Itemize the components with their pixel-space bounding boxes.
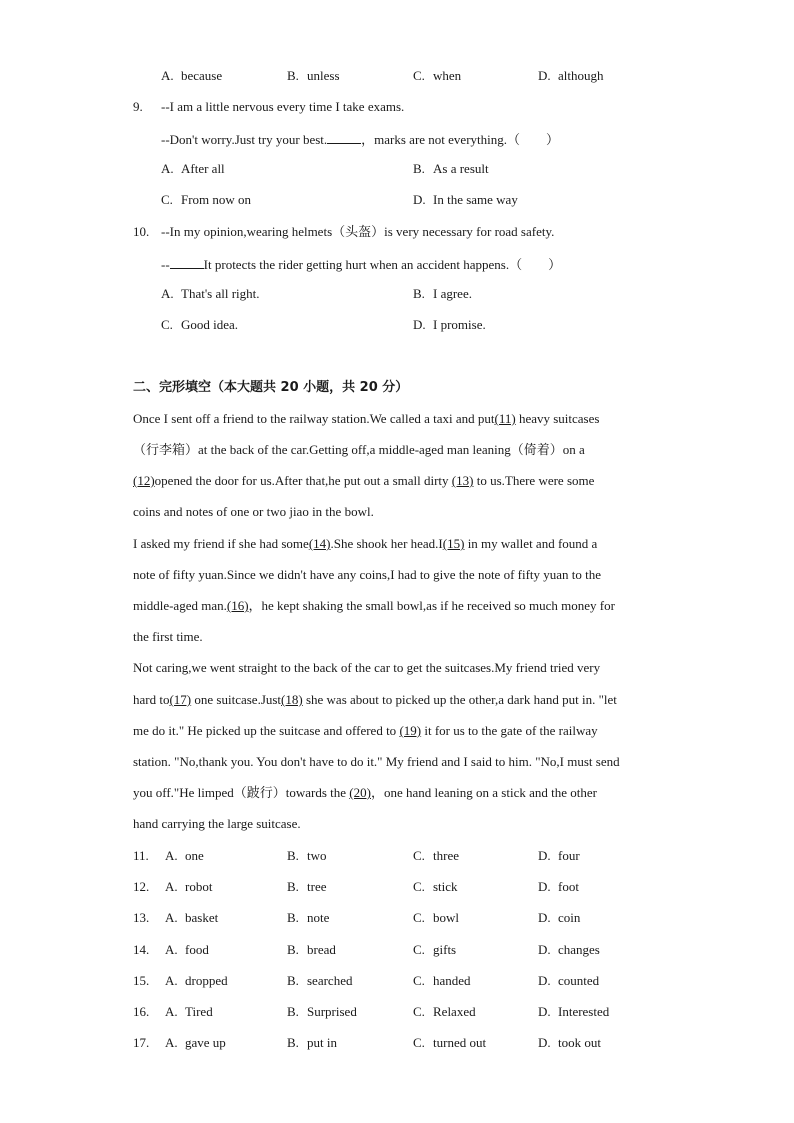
blank-15[interactable]: (15) [442,536,465,551]
question-option-b[interactable]: B. bread [287,942,336,957]
question-option-a[interactable]: A. robot [165,879,213,894]
q8-option-d[interactable]: D. although [538,68,604,83]
question-option-c[interactable]: C. turned out [413,1035,487,1050]
question-option-c[interactable]: C. bowl [413,910,459,925]
q8-option-a[interactable]: A. because [161,68,223,83]
question-option-d[interactable]: D. Interested [538,1004,610,1019]
question-option-d[interactable]: D. took out [538,1035,601,1050]
question-option-d[interactable]: D. four [538,848,580,863]
question-option-a[interactable]: A. one [165,848,204,863]
q9-option-a[interactable]: A. After all [161,161,225,176]
q10-option-a[interactable]: A. That's all right. [161,286,260,301]
passage-line: note of fifty yuan.Since we didn't have any coins,I had to give the note of fifty yuan to the [133,567,602,582]
q8-option-c[interactable]: C. when [413,68,462,83]
question-option-a[interactable]: A. Tired [165,1004,213,1019]
question-option-b[interactable]: B. put in [287,1035,337,1050]
question-number: 16. [133,1004,150,1019]
question-option-a[interactable]: A. gave up [165,1035,226,1050]
passage-line: middle-aged man.(16)，he kept shaking the small bowl,as if he received so much money for [133,598,615,613]
question-option-d[interactable]: D. coin [538,910,581,925]
question-option-b[interactable]: B. searched [287,973,353,988]
passage-line: Once I sent off a friend to the railway station.We called a taxi and put(11) heavy suitcases [133,411,600,426]
blank-13[interactable]: (13) [451,473,474,488]
question-option-b[interactable]: B. Surprised [287,1004,357,1019]
blank-12[interactable]: (12) [133,473,155,488]
blank-14[interactable]: (14) [308,536,331,551]
q9-option-b[interactable]: B. As a result [413,161,489,176]
q9-blank[interactable] [327,130,361,144]
passage-line: (12)opened the door for us.After that,he put out a small dirty (13) to us.There were some [133,473,595,488]
question-number: 12. [133,879,150,894]
question-number: 14. [133,942,150,957]
q10-option-c[interactable]: C. Good idea. [161,317,239,332]
question-option-b[interactable]: B. note [287,910,330,925]
question-option-c[interactable]: C. gifts [413,942,457,957]
blank-20[interactable]: (20) [349,785,371,800]
question-option-c[interactable]: C. three [413,848,459,863]
question-option-d[interactable]: D. foot [538,879,579,894]
q9-number: 9. [133,99,143,114]
q9-line1: --I am a little nervous every time I take exams. [161,99,405,114]
q9-option-c[interactable]: C. From now on [161,192,252,207]
q8-option-b[interactable]: B. unless [287,68,340,83]
passage-line: coins and notes of one or two jiao in the bowl. [133,504,374,519]
question-option-c[interactable]: C. handed [413,973,471,988]
question-option-a[interactable]: A. basket [165,910,219,925]
blank-11[interactable]: (11) [494,411,516,426]
blank-17[interactable]: (17) [169,692,192,707]
passage-line: （行李箱）at the back of the car.Getting off,a middle-aged man leaning（倚着）on a [133,442,585,457]
passage-line: hard to(17) one suitcase.Just(18) she was about to picked up the other,a dark hand put in. "let [133,692,617,707]
question-number: 11. [133,848,149,863]
question-option-d[interactable]: D. counted [538,973,600,988]
q10-line2: -- It protects the rider getting hurt when an accident happens.（ ） [161,257,562,272]
passage-line: station. "No,thank you. You don't have to do it." My friend and I said to him. "No,I must send [133,754,620,769]
passage-line: I asked my friend if she had some(14).She shook her head.I(15) in my wallet and found a [133,536,598,551]
question-number: 13. [133,910,150,925]
question-option-a[interactable]: A. food [165,942,209,957]
q10-number: 10. [133,224,150,239]
q10-line1: --In my opinion,wearing helmets（头盔）is very necessary for road safety. [161,224,555,239]
blank-16[interactable]: (16) [226,598,249,613]
section-heading: 二、完形填空（本大题共 20 小题，共 20 分） [133,380,409,395]
passage-line: Not caring,we went straight to the back of the car to get the suitcases.My friend tried very [133,660,601,675]
question-option-c[interactable]: C. stick [413,879,458,894]
passage-line: the first time. [133,629,203,644]
question-option-d[interactable]: D. changes [538,942,600,957]
question-option-a[interactable]: A. dropped [165,973,228,988]
question-number: 17. [133,1035,150,1050]
q10-option-d[interactable]: D. I promise. [413,317,486,332]
q9-option-d[interactable]: D. In the same way [413,192,518,207]
question-number: 15. [133,973,150,988]
q10-blank[interactable] [170,255,204,269]
q10-option-b[interactable]: B. I agree. [413,286,472,301]
passage-line: you off."He limped（跛行）towards the (20)，one hand leaning on a stick and the other [133,785,597,800]
question-option-b[interactable]: B. tree [287,879,327,894]
blank-18[interactable]: (18) [281,692,303,707]
q9-line2: --Don't worry.Just try your best. ，marks are not everything.（ ） [161,132,560,147]
question-option-c[interactable]: C. Relaxed [413,1004,476,1019]
question-option-b[interactable]: B. two [287,848,327,863]
passage-line: hand carrying the large suitcase. [133,816,301,831]
blank-19[interactable]: (19) [399,723,422,738]
passage-line: me do it." He picked up the suitcase and offered to (19) it for us to the gate of the railway [133,723,598,738]
